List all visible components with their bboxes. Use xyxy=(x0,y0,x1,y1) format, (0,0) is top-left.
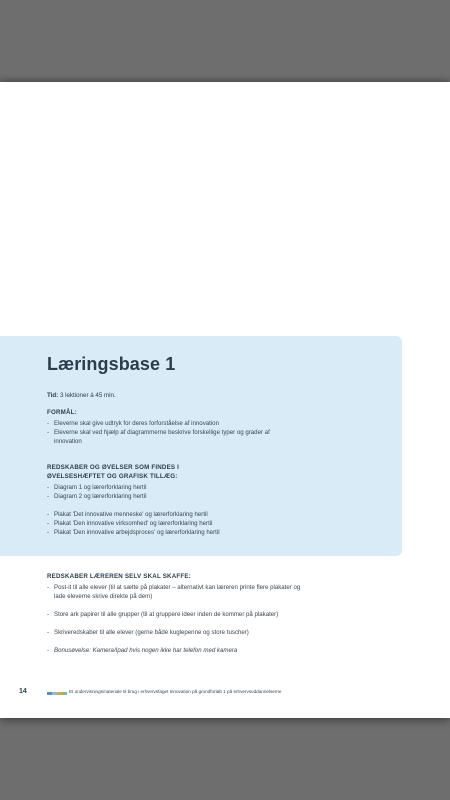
tools-heading-line: ØVELSESHÆFTET OG GRAFISK TILLÆG: xyxy=(47,472,178,480)
footer-text: Et undervisningsmateriale til brug i erhvervsfaget Innovation på grundforløb 1 på erhvervsuddannelserne xyxy=(69,689,282,694)
time-value: 3 lektioner á 45 min. xyxy=(58,392,116,399)
color-swatch xyxy=(62,692,67,695)
list-item: - Plakat 'Det innovative menneske' og lærerforklaring hertil xyxy=(47,510,304,519)
purpose-heading: FORMÅL: xyxy=(47,409,77,416)
footer-color-bar xyxy=(47,692,67,695)
tools-heading xyxy=(47,464,179,481)
time-info xyxy=(47,392,116,399)
tools-list xyxy=(47,483,304,537)
list-item: - Plakat 'Den innovative arbejdsproces' og lærerforklaring hertil xyxy=(47,528,304,537)
tools-heading-line: REDSKABER OG ØVELSER SOM FINDES I xyxy=(47,464,180,471)
list-item: - Skriveredskaber til alle elever (gerne både kuglepenne og store tuscher) xyxy=(47,628,304,637)
list-item: - Diagram 2 og lærerforklaring hertil xyxy=(47,492,304,501)
list-item: - Plakat 'Den innovative virksomhed' og lærerforklaring hertil xyxy=(47,519,304,528)
teacher-supplies-heading: REDSKABER LÆREREN SELV SKAL SKAFFE: xyxy=(47,573,191,580)
document-page xyxy=(0,82,450,718)
page-title: Læringsbase 1 xyxy=(47,354,176,374)
teacher-supplies-list xyxy=(47,583,304,655)
list-item: - Store ark papirer til alle grupper (til at gruppere ideer inden de kommer på plakater) xyxy=(47,610,304,619)
time-label: Tid: xyxy=(47,392,59,399)
list-item: - Bonusøvelse: Kamera/Ipad hvis nogen ikke har telefon med kamera xyxy=(47,646,304,655)
list-item: - Post-it til alle elever (til at sætte på plakater – alternativt kan læreren printe flere plakater og lade eleverne skrive direkte på dem) xyxy=(47,583,304,601)
list-item: - Eleverne skal give udtryk for deres forforståelse af innovation xyxy=(47,419,304,428)
list-item: - Eleverne skal ved hjælp af diagrammerne beskrive forskellige typer og grader af innovation xyxy=(47,428,274,446)
page-number: 14 xyxy=(19,688,27,695)
list-item: - Diagram 1 og lærerforklaring hertil xyxy=(47,483,304,492)
purpose-list xyxy=(47,419,304,446)
